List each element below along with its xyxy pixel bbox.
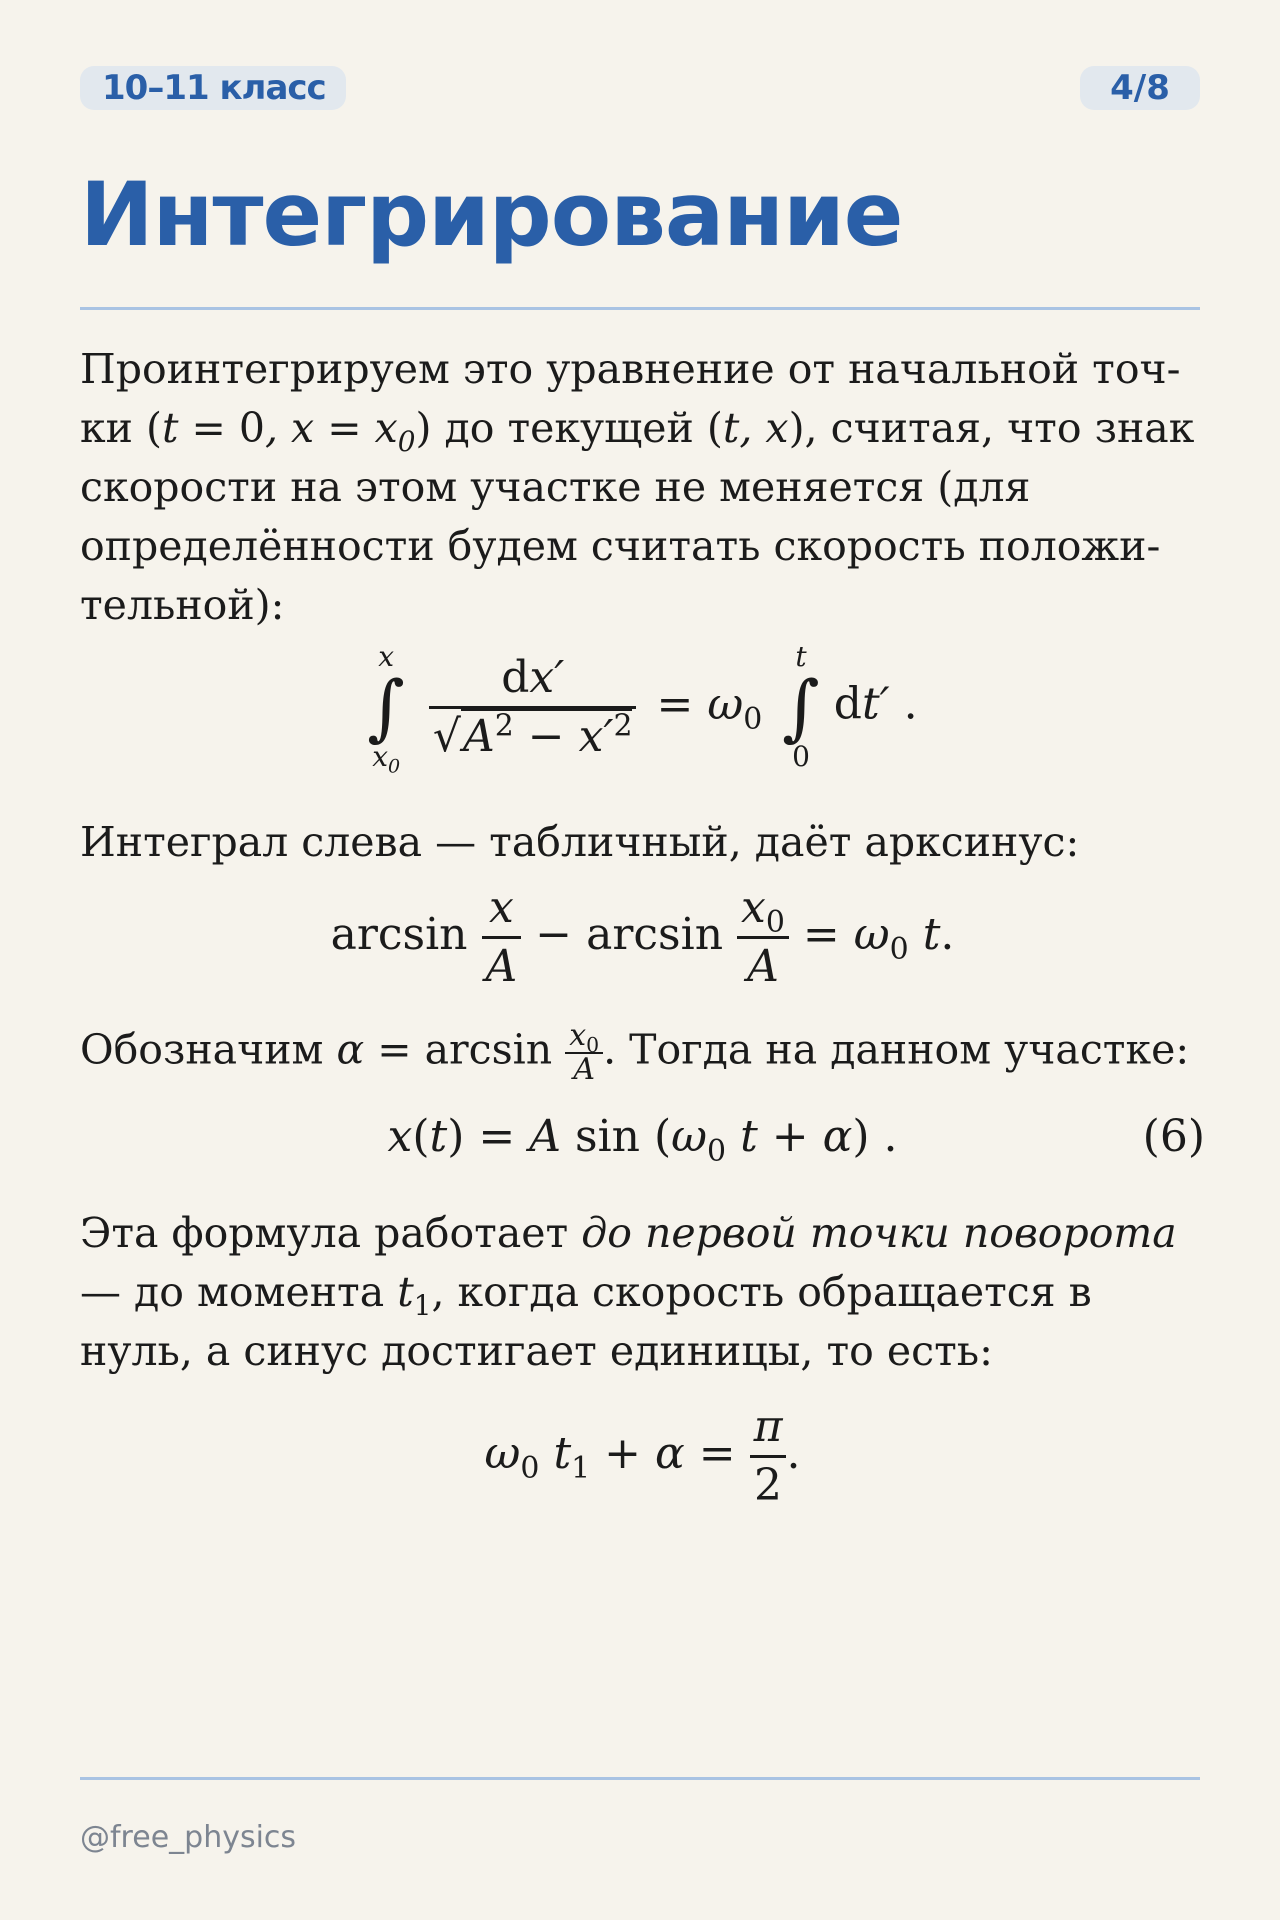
title-divider <box>80 307 1200 310</box>
article-body <box>80 340 1205 1539</box>
equation-turning-point: $\omega_0$ $t_1 + \alpha$ = $\frac{\pi}{2}$ . <box>484 1401 801 1511</box>
paragraph-alpha: Обозначим α = arcsin $\frac{x_0}{A}$ . Тогда на данном участке: <box>80 1018 1190 1087</box>
paragraph-table-integral: Интеграл слева — табличный, даёт арксинус: <box>80 818 1080 866</box>
integral-left: x ∫ $x_0$ <box>367 640 405 778</box>
grade-badge: 10–11 класс <box>80 66 346 110</box>
equation-arcsin: arcsin $\frac{x}{A}$ − arcsin $\frac{x_0}{A}$ = $\omega_0$ t. <box>330 882 955 992</box>
integral-right: t ∫ 0 <box>782 640 820 773</box>
page-title: Интегрирование <box>80 163 903 266</box>
equation-number: (6) <box>1142 1111 1205 1162</box>
page-counter-badge: 4/8 <box>1080 66 1200 110</box>
formula-current-point: t, x <box>722 404 789 452</box>
paragraph-intro: Проинтегрируем это уравнение от начальной точ-ки (t = 0, $x = x_0$) до текущей (t, x), считая, что знак скорости на этом участке не меняется (для определённости будем считать скорость положи-тельной): <box>80 345 1195 629</box>
equation-6: x(t) = A $\sin (\omega_0$ t + α) . (6) <box>80 1092 1205 1182</box>
footer-divider <box>80 1777 1200 1780</box>
paragraph-turning-point: Эта формула работает до первой точки поворота — до момента $t_1$, когда скорость обращается в нуль, а синус достигает единицы, то есть: <box>80 1209 1177 1375</box>
equation-integral: x ∫ $x_0$ $\frac{dx'}{√A^2 - x'^2}$ = $\omega_0$ t ∫ 0 dt′ . <box>367 640 918 778</box>
formula-initial-point: t = 0, $x = x_0$ <box>161 404 416 459</box>
author-handle: @free_physics <box>80 1820 297 1855</box>
emphasis-first-turning-point: до первой точки поворота <box>581 1209 1177 1257</box>
